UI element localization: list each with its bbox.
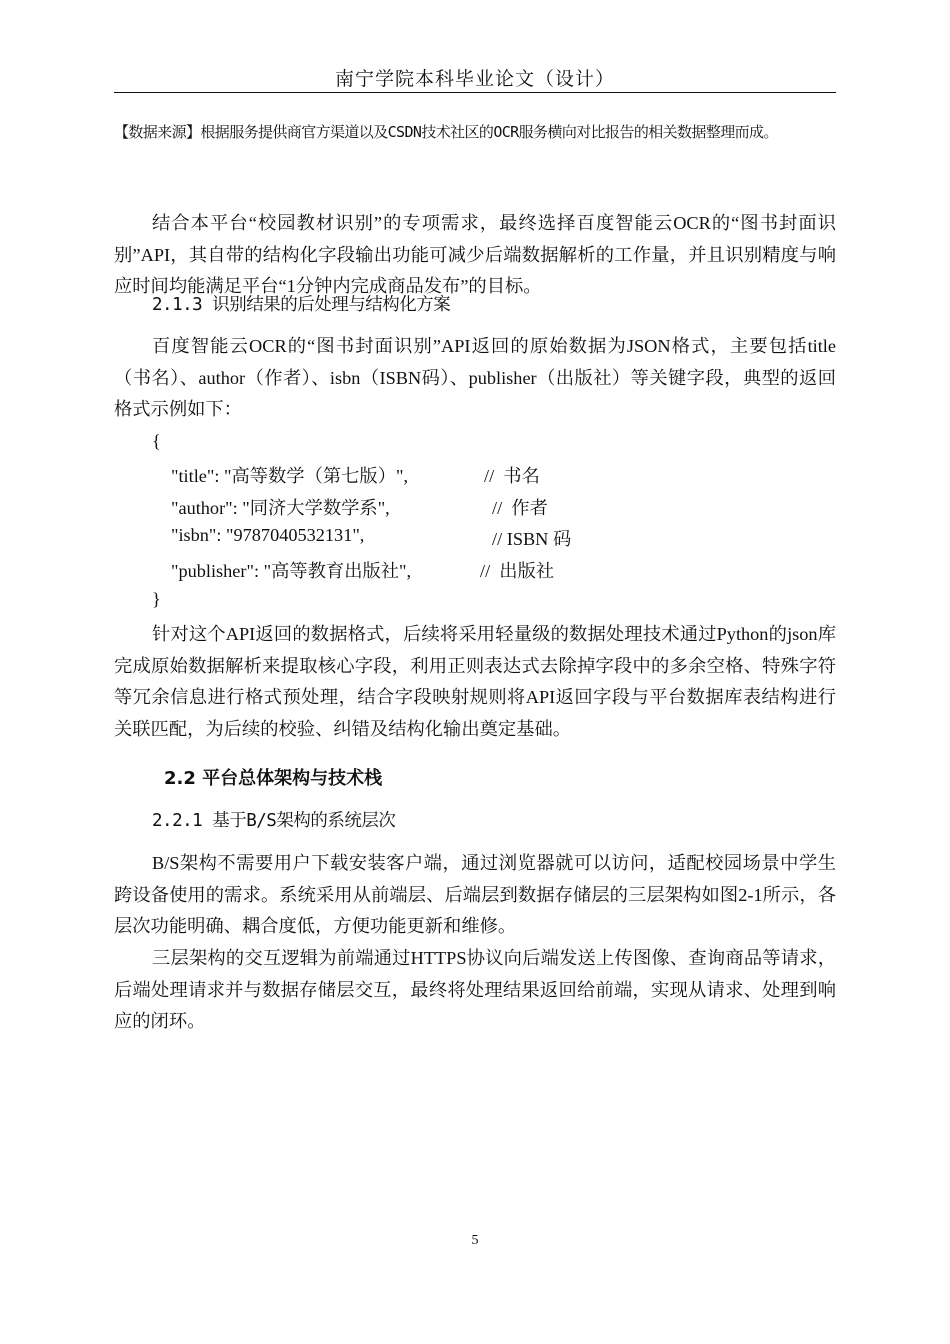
code-comment-isbn: // ISBN 码 (492, 529, 572, 549)
code-line-title: "title": "高等数学（第七版）", (171, 466, 409, 486)
code-line-publisher: "publisher": "高等教育出版社", (171, 561, 412, 581)
code-comment-author: // 作者 (492, 498, 548, 518)
code-open-brace: { (152, 431, 161, 451)
code-line-author: "author": "同济大学数学系", (171, 498, 390, 518)
heading-2-1-3: 2.1.3 识别结果的后处理与结构化方案 (152, 295, 451, 315)
page-header-title: 南宁学院本科毕业论文（设计） (334, 69, 615, 90)
data-source-note: 【数据来源】根据服务提供商官方渠道以及CSDN技术社区的OCR服务横向对比报告的相关数据整理而成。 (114, 123, 778, 141)
paragraph-ocr-choice: 结合本平台“校园教材识别”的专项需求，最终选择百度智能云OCR的“图书封面识别”API，其自带的结构化字段输出功能可减少后端数据解析的工作量，并且识别精度与响应时间均能满足平台“1分钟内完成商品发布”的目标。 (114, 213, 836, 296)
code-line-isbn: "isbn": "9787040532131", (171, 525, 365, 545)
code-close-brace: } (152, 589, 161, 609)
paragraph-bs-architecture: B/S架构不需要用户下载安装客户端，通过浏览器就可以访问，适配校园场景中学生跨设备使用的需求。系统采用从前端层、后端层到数据存储层的三层架构如图2-1所示，各层次功能明确、耦合度低，方便功能更新和维修。 (114, 853, 836, 936)
paragraph-json-format: 百度智能云OCR的“图书封面识别”API返回的原始数据为JSON格式，主要包括title（书名）、author（作者）、isbn（ISBN码）、publisher（出版社）等关键字段，典型的返回格式示例如下： (114, 336, 836, 419)
code-comment-publisher: // 出版社 (480, 561, 555, 581)
page-number: 5 (471, 1233, 479, 1248)
code-comment-title: // 书名 (484, 466, 540, 486)
heading-2-2: 2.2 平台总体架构与技术栈 (164, 768, 383, 789)
paragraph-three-tier-logic: 三层架构的交互逻辑为前端通过HTTPS协议向后端发送上传图像、查询商品等请求，后端处理请求并与数据存储层交互，最终将处理结果返回给前端，实现从请求、处理到响应的闭环。 (114, 948, 836, 1031)
header-rule (114, 92, 836, 93)
heading-2-2-1: 2.2.1 基于B/S架构的系统层次 (152, 811, 396, 831)
paragraph-data-processing: 针对这个API返回的数据格式，后续将采用轻量级的数据处理技术通过Python的json库完成原始数据解析来提取核心字段，利用正则表达式去除掉字段中的多余空格、特殊字符等冗余信息进行格式预处理，结合字段映射规则将API返回字段与平台数据库表结构进行关联匹配，为后续的校验、纠错及结构化输出奠定基础。 (114, 624, 836, 739)
